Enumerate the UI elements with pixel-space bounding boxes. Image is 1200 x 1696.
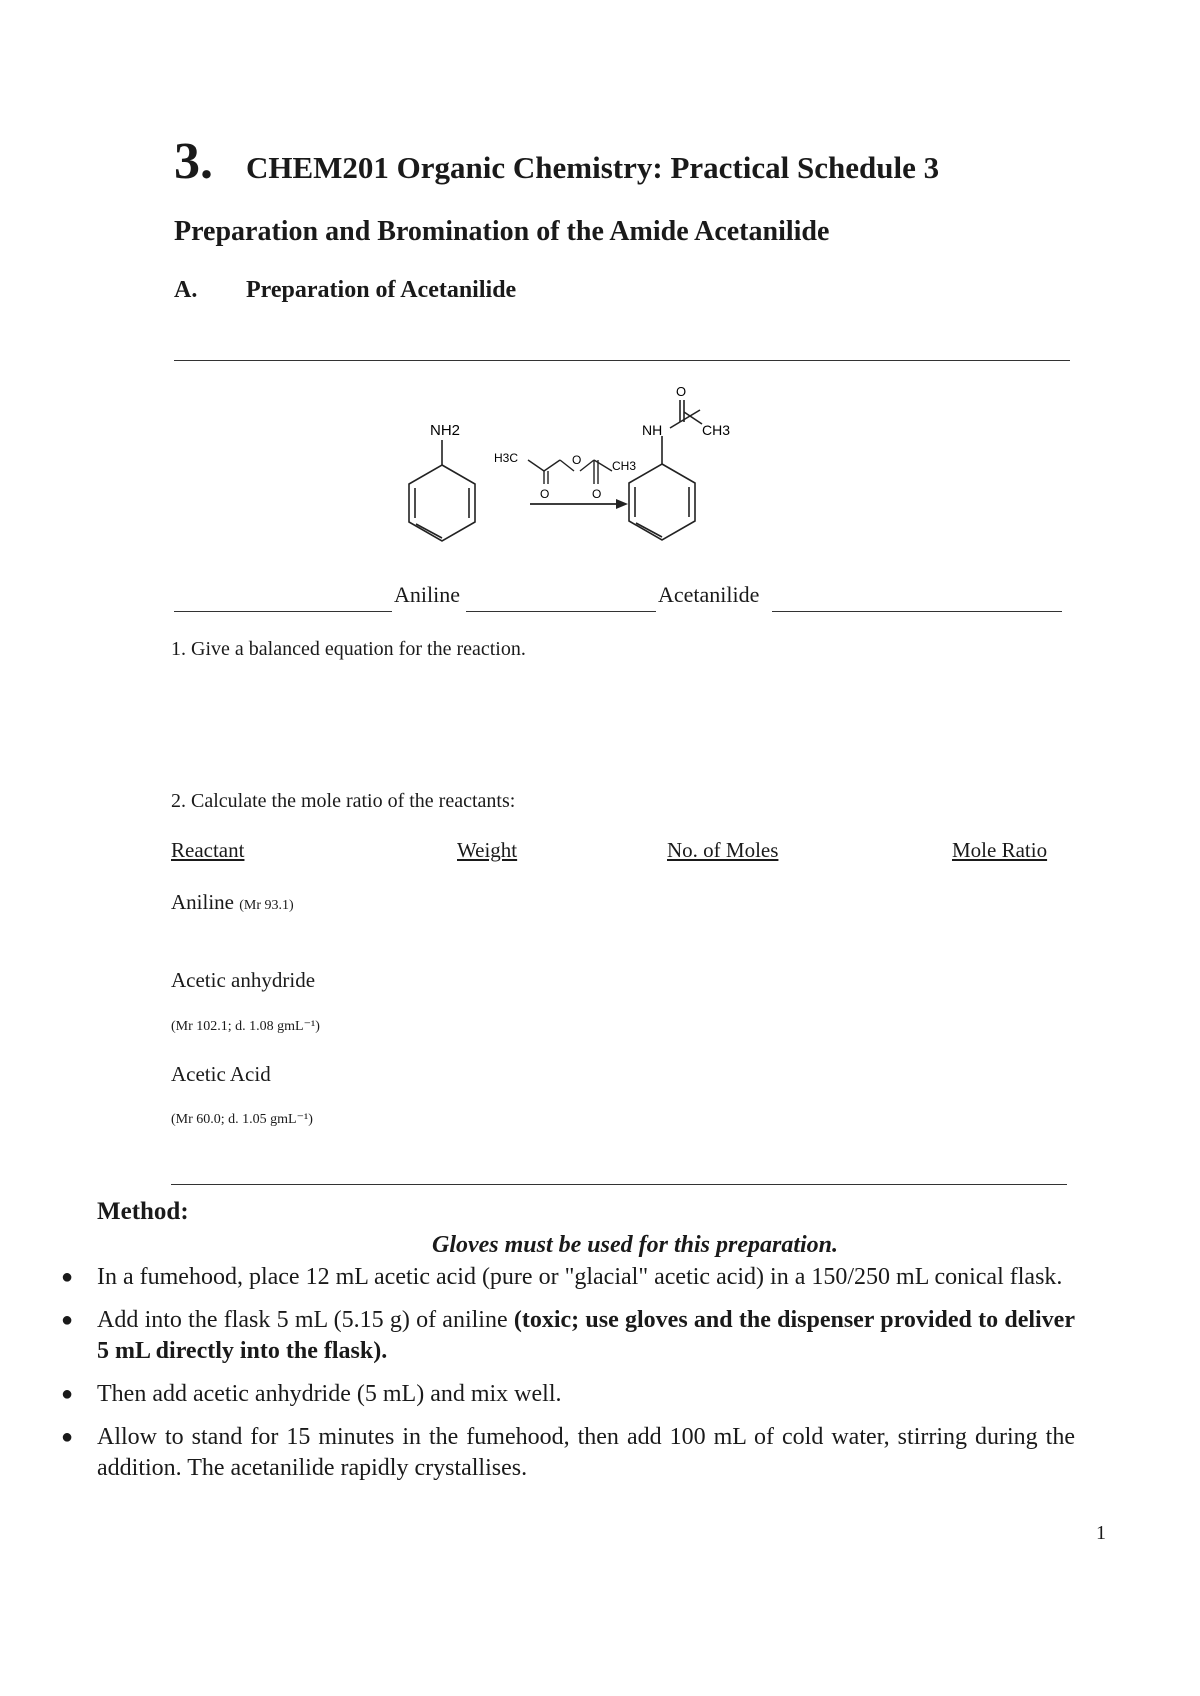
reactant-acetic-anhydride-props: (Mr 102.1; d. 1.08 gmL⁻¹) — [171, 1019, 320, 1034]
reactant-acetic-acid-props: (Mr 60.0; d. 1.05 gmL⁻¹) — [171, 1112, 313, 1127]
reactant-acetic-acid: Acetic Acid — [171, 1062, 271, 1086]
question-1: 1. Give a balanced equation for the reaction. — [171, 638, 526, 660]
step-warning-text: (toxic; use gloves and the dispenser provided to deliver 5 mL directly into the flask). — [97, 1307, 1075, 1364]
aniline-label: Aniline — [394, 582, 460, 607]
header-moles: No. of Moles — [667, 838, 779, 862]
step-text: Allow to stand for 15 minutes in the fumehood, then add 100 mL of cold water, stirring during the addition. The acetanilide rapidly crystallises. — [97, 1424, 1075, 1481]
section-number: 3. — [174, 133, 213, 190]
step-text: Then add acetic anhydride (5 mL) and mix well. — [97, 1381, 562, 1407]
method-steps — [55, 1262, 1075, 1484]
method-step — [55, 1262, 1075, 1293]
bullet-icon: ● — [61, 1426, 74, 1448]
product-amide-nh: NH — [642, 422, 663, 438]
method-step — [55, 1422, 1075, 1484]
aniline-structure — [409, 440, 475, 541]
reagent-methyl-right: CH3 — [612, 459, 637, 473]
reagent-carbonyl-oxygen-2: O — [592, 487, 602, 501]
product-methyl: CH3 — [702, 422, 731, 438]
reaction-scheme — [380, 380, 820, 560]
method-step — [55, 1305, 1075, 1367]
header-mole-ratio: Mole Ratio — [952, 838, 1048, 862]
gloves-warning: Gloves must be used for this preparation. — [431, 1232, 839, 1258]
reactant-acetic-anhydride: Acetic anhydride — [171, 968, 316, 992]
top-divider — [174, 360, 1070, 361]
bottom-divider — [171, 1184, 1067, 1185]
header-reactant: Reactant — [171, 838, 245, 862]
product-carbonyl-oxygen: O — [676, 384, 687, 399]
reactant-aniline — [171, 890, 294, 915]
page-subtitle: Preparation and Bromination of the Amide Acetanilide — [174, 216, 830, 247]
acetic-anhydride-structure — [528, 460, 612, 484]
acetanilide-structure — [629, 400, 702, 540]
reagent-carbonyl-oxygen-1: O — [540, 487, 550, 501]
label-rule-left — [174, 611, 392, 612]
page-title: CHEM201 Organic Chemistry: Practical Schedule 3 — [246, 150, 940, 185]
section-title: Preparation of Acetanilide — [246, 277, 517, 303]
reagent-bridge-oxygen: O — [572, 453, 582, 467]
question-2: 2. Calculate the mole ratio of the reactants: — [171, 790, 516, 812]
bullet-icon: ● — [61, 1266, 74, 1288]
page-number: 1 — [1096, 1522, 1106, 1544]
reagent-methyl-left: H3C — [494, 451, 519, 465]
reactant-props: (Mr 93.1) — [239, 898, 294, 913]
step-text: In a fumehood, place 12 mL acetic acid (pure or "glacial" acetic acid) in a 150/250 mL conical flask. — [97, 1264, 1063, 1290]
method-step — [55, 1379, 1075, 1410]
reactant-name: Aniline — [171, 890, 234, 914]
method-heading: Method: — [97, 1198, 189, 1225]
section-letter: A. — [174, 277, 198, 303]
label-rule-middle — [466, 611, 656, 612]
header-weight: Weight — [457, 838, 518, 862]
bullet-icon: ● — [61, 1309, 74, 1331]
acetanilide-label: Acetanilide — [658, 582, 760, 607]
label-rule-right — [772, 611, 1062, 612]
bullet-icon: ● — [61, 1383, 74, 1405]
aniline-amine-group: NH2 — [430, 422, 461, 439]
step-text: Add into the flask 5 mL (5.15 g) of aniline — [97, 1307, 514, 1333]
